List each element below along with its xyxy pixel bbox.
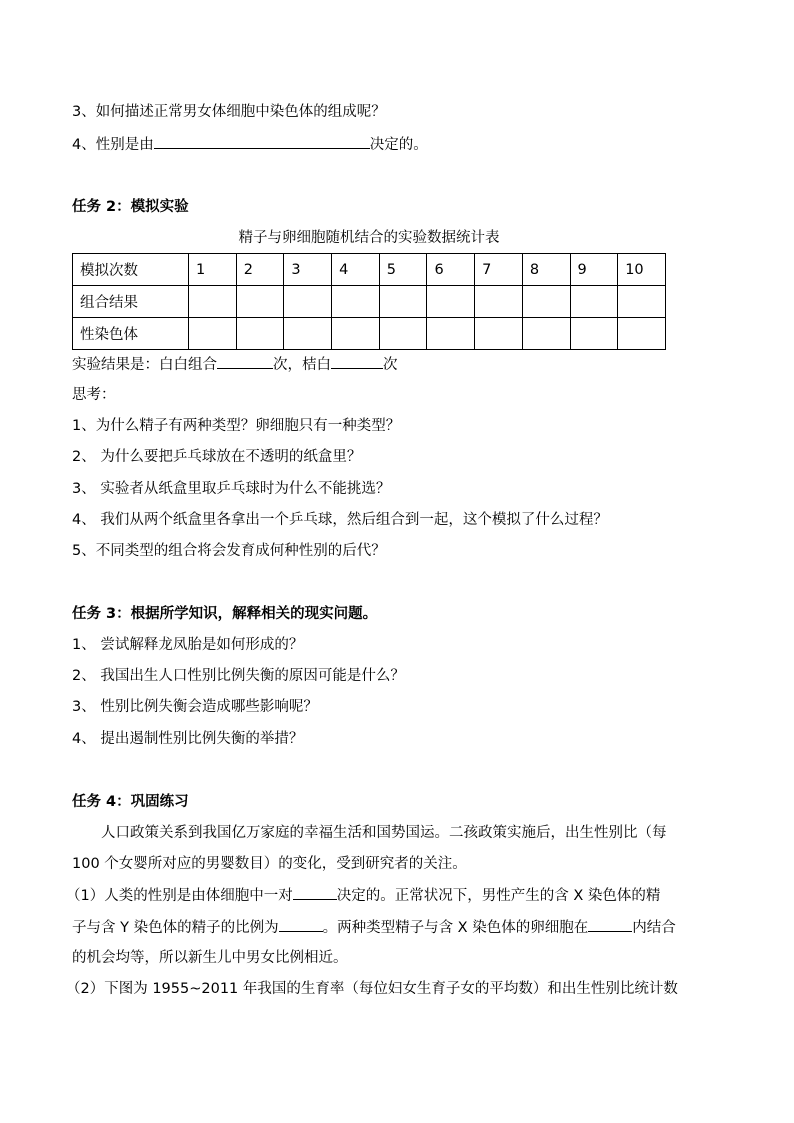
- task-4-title: 任务 4：巩固练习: [72, 794, 189, 810]
- task-3-question: 2、 我国出生人口性别比例失衡的原因可能是什么？: [72, 668, 405, 684]
- experiment-result: [72, 354, 398, 375]
- task-3-question: 3、 性别比例失衡会造成哪些影响呢？: [72, 699, 318, 715]
- table-cell[interactable]: [522, 318, 570, 350]
- task-2-title: 任务 2：模拟实验: [72, 199, 189, 215]
- table-caption: 精子与卵细胞随机结合的实验数据统计表: [238, 230, 500, 246]
- row-header: 性染色体: [73, 318, 189, 350]
- table-row: [73, 254, 666, 286]
- think-question: 1、为什么精子有两种类型？卵细胞只有一种类型？: [72, 418, 401, 434]
- subquestion-1-line-2: [72, 917, 676, 938]
- experiment-data-table: [72, 253, 666, 350]
- answer-blank[interactable]: [217, 354, 273, 369]
- row-header: 模拟次数: [73, 254, 189, 286]
- task-4-intro-line-1: 人口政策关系到我国亿万家庭的幸福生活和国势国运。二孩政策实施后，出生性别比（每: [101, 825, 667, 841]
- result-prefix: 实验结果是：白白组合: [72, 357, 217, 373]
- table-cell[interactable]: [189, 318, 237, 350]
- think-label: 思考：: [72, 387, 116, 403]
- answer-blank[interactable]: [279, 917, 323, 932]
- table-cell[interactable]: [522, 286, 570, 318]
- question-4-prefix: 4、性别是由: [72, 137, 154, 153]
- task-3-title: 任务 3：根据所学知识，解释相关的现实问题。: [72, 606, 378, 622]
- table-cell[interactable]: [332, 286, 380, 318]
- table-cell: 8: [522, 254, 570, 286]
- table-cell[interactable]: [570, 318, 618, 350]
- sub1-text-d: 。两种类型精子与含 X 染色体的卵细胞在: [322, 920, 589, 936]
- table-cell[interactable]: [618, 318, 666, 350]
- question-4: [72, 134, 428, 155]
- task-3-question: 1、 尝试解释龙凤胎是如何形成的？: [72, 637, 304, 653]
- table-cell: 7: [475, 254, 523, 286]
- answer-blank[interactable]: [293, 885, 337, 900]
- table-cell[interactable]: [236, 318, 284, 350]
- answer-blank[interactable]: [331, 354, 383, 369]
- sub1-text-b: 决定的。正常状况下，男性产生的含 X 染色体的精: [336, 888, 661, 904]
- table-cell[interactable]: [427, 318, 475, 350]
- table-cell: 9: [570, 254, 618, 286]
- table-cell[interactable]: [475, 286, 523, 318]
- task-3-question: 4、 提出遏制性别比例失衡的举措？: [72, 731, 304, 747]
- table-cell: 5: [379, 254, 427, 286]
- think-question: 4、 我们从两个纸盒里各拿出一个乒乓球，然后组合到一起，这个模拟了什么过程？: [72, 512, 608, 528]
- think-question: 3、 实验者从纸盒里取乒乓球时为什么不能挑选？: [72, 481, 391, 497]
- subquestion-1-line-1: [66, 885, 660, 906]
- table-cell[interactable]: [379, 286, 427, 318]
- table-cell: 2: [236, 254, 284, 286]
- table-cell[interactable]: [236, 286, 284, 318]
- think-question: 2、 为什么要把乒乓球放在不透明的纸盒里？: [72, 449, 362, 465]
- table-cell[interactable]: [570, 286, 618, 318]
- table-cell: 6: [427, 254, 475, 286]
- task-4-intro-line-2: 100 个女婴所对应的男婴数目）的变化，受到研究者的关注。: [72, 856, 467, 872]
- answer-blank[interactable]: [588, 917, 632, 932]
- table-cell: 10: [618, 254, 666, 286]
- table-cell[interactable]: [284, 286, 332, 318]
- table-row: [73, 318, 666, 350]
- result-mid: 次，桔白: [273, 357, 331, 373]
- table-cell: 3: [284, 254, 332, 286]
- table-cell[interactable]: [284, 318, 332, 350]
- table-cell[interactable]: [475, 318, 523, 350]
- question-4-suffix: 决定的。: [369, 137, 428, 153]
- table-cell[interactable]: [332, 318, 380, 350]
- table-cell: 4: [332, 254, 380, 286]
- question-3: 3、如何描述正常男女体细胞中染色体的组成呢？: [72, 104, 386, 120]
- table-cell[interactable]: [618, 286, 666, 318]
- subquestion-2: （2）下图为 1955~2011 年我国的生育率（每位妇女生育子女的平均数）和出生性别比统计数: [66, 981, 678, 997]
- table-cell[interactable]: [189, 286, 237, 318]
- row-header: 组合结果: [73, 286, 189, 318]
- table-cell[interactable]: [379, 318, 427, 350]
- sub1-text-a: （1）人类的性别是由体细胞中一对: [66, 888, 293, 904]
- sub1-text-e: 内结合: [632, 920, 676, 936]
- subquestion-1-line-3: 的机会均等，所以新生儿中男女比例相近。: [72, 950, 348, 966]
- table-cell[interactable]: [427, 286, 475, 318]
- table-cell: 1: [189, 254, 237, 286]
- table-row: [73, 286, 666, 318]
- think-question: 5、不同类型的组合将会发育成何种性别的后代？: [72, 543, 386, 559]
- result-suffix: 次: [383, 357, 398, 373]
- answer-blank[interactable]: [154, 134, 370, 149]
- sub1-text-c: 子与含 Y 染色体的精子的比例为: [72, 920, 279, 936]
